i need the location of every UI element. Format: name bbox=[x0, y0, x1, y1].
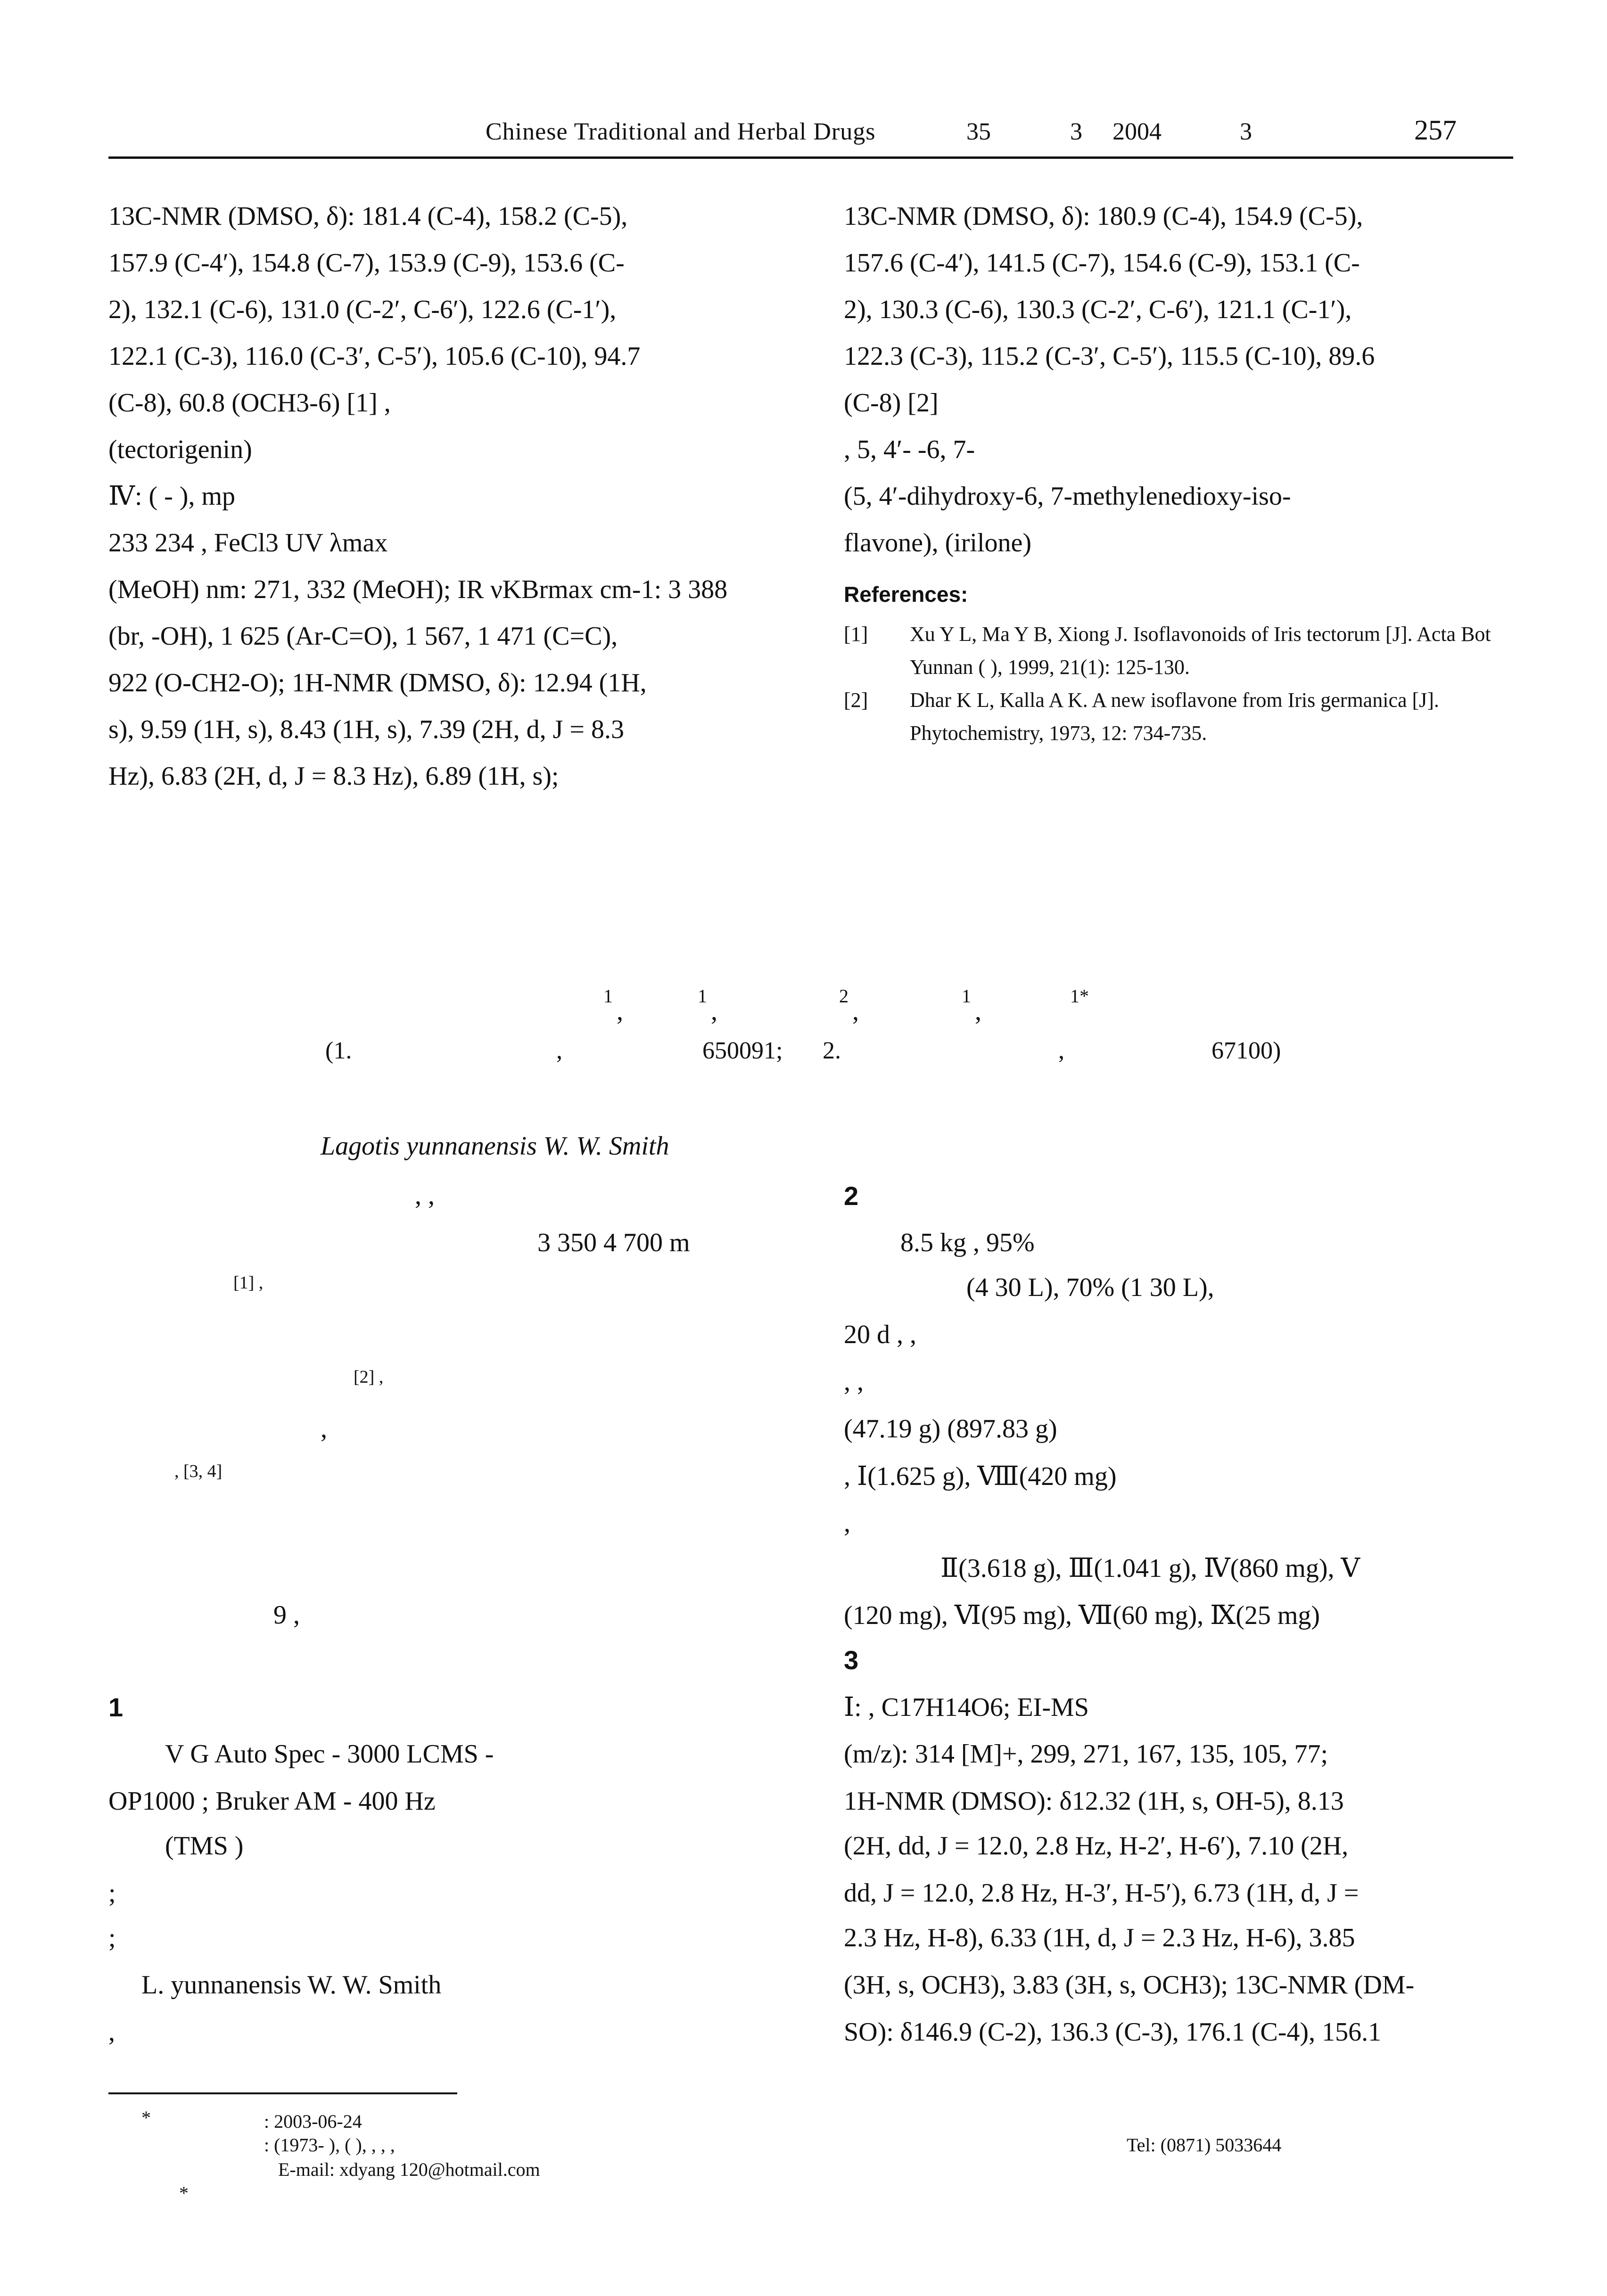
text-line: , bbox=[844, 1509, 850, 1538]
text-line: 157.6 (C-4′), 141.5 (C-7), 154.6 (C-9), 153.1 (C- bbox=[844, 248, 1360, 278]
text-line: (3H, s, OCH3), 3.83 (3H, s, OCH3); 13C-NMR (DM- bbox=[844, 1970, 1415, 2000]
reference-text: Xu Y L, Ma Y B, Xiong J. Isoflavonoids of Iris tectorum [J]. Acta Bot Yunnan ( ), 1999, 21(1): 125-130. bbox=[910, 623, 1491, 679]
text-line: Ⅳ: ( - ), mp bbox=[108, 482, 236, 511]
text-line: (m/z): 314 [M]+, 299, 271, 167, 135, 105, 77; bbox=[844, 1739, 1328, 1769]
author-mark: 1 bbox=[603, 985, 613, 1007]
corresponding-mark: * bbox=[179, 2182, 189, 2204]
text-line: 20 d , , bbox=[844, 1320, 916, 1349]
text-line: (C-8) [2] bbox=[844, 388, 939, 418]
text-line: Ⅰ: , C17H14O6; EI-MS bbox=[844, 1693, 1089, 1722]
text-line: (47.19 g) (897.83 g) bbox=[844, 1414, 1057, 1443]
text-line: s), 9.59 (1H, s), 8.43 (1H, s), 7.39 (2H, d, J = 8.3 bbox=[108, 715, 624, 744]
text-line: 1H-NMR (DMSO): δ12.32 (1H, s, OH-5), 8.13 bbox=[844, 1787, 1344, 1816]
text-line: 157.9 (C-4′), 154.8 (C-7), 153.9 (C-9), 153.6 (C- bbox=[108, 248, 625, 278]
text-line: 13C-NMR (DMSO, δ): 181.4 (C-4), 158.2 (C-5), bbox=[108, 202, 628, 231]
text-line: 3 350 4 700 m bbox=[537, 1228, 690, 1257]
author-sep: , bbox=[617, 997, 623, 1026]
species-name: Lagotis yunnanensis W. W. Smith bbox=[321, 1132, 669, 1161]
section-number: 2 bbox=[844, 1181, 859, 1211]
text-line: (2H, dd, J = 12.0, 2.8 Hz, H-2′, H-6′), 7.10 (2H, bbox=[844, 1831, 1349, 1861]
text-line: 9 , bbox=[273, 1600, 300, 1630]
text-line: ; bbox=[108, 1878, 116, 1908]
text-line: Ⅱ(3.618 g), Ⅲ(1.041 g), Ⅳ(860 mg), Ⅴ bbox=[940, 1554, 1360, 1583]
author-sep: , bbox=[852, 997, 859, 1026]
page-number: 257 bbox=[1414, 115, 1457, 146]
section-number: 1 bbox=[108, 1692, 124, 1722]
text-line: 122.3 (C-3), 115.2 (C-3′, C-5′), 115.5 (C-10), 89.6 bbox=[844, 342, 1375, 371]
author-sep: , bbox=[711, 997, 717, 1026]
text-line: (C-8), 60.8 (OCH3-6) [1] , bbox=[108, 388, 391, 418]
text-line: , 5, 4′- -6, 7- bbox=[844, 435, 975, 464]
email: E-mail: xdyang 120@hotmail.com bbox=[278, 2159, 540, 2180]
received-date: : 2003-06-24 bbox=[264, 2111, 362, 2132]
author-info: : (1973- ), ( ), , , , bbox=[264, 2134, 395, 2156]
text-line: 8.5 kg , 95% bbox=[900, 1228, 1035, 1257]
text-line: L. yunnanensis W. W. Smith bbox=[141, 1970, 442, 2000]
reference-item bbox=[844, 684, 1513, 750]
issue: 3 bbox=[1070, 118, 1082, 145]
author-mark: 1 bbox=[698, 985, 707, 1007]
text-line: , , bbox=[415, 1181, 435, 1210]
reference-text: Dhar K L, Kalla A K. A new isoflavone from Iris germanica [J]. Phytochemistry, 1973, 12: 734-735. bbox=[910, 689, 1439, 745]
text-line: (TMS ) bbox=[165, 1831, 244, 1861]
footnote-rule bbox=[108, 2092, 457, 2094]
upper-left-column bbox=[108, 193, 778, 800]
volume: 35 bbox=[966, 118, 991, 145]
text-line: 13C-NMR (DMSO, δ): 180.9 (C-4), 154.9 (C-5), bbox=[844, 202, 1363, 231]
text-line: (5, 4′-dihydroxy-6, 7-methylenedioxy-iso- bbox=[844, 482, 1291, 511]
affiliation-part: (1. bbox=[325, 1037, 352, 1064]
text-line: [2] , bbox=[354, 1367, 384, 1387]
text-line: , Ⅰ(1.625 g), Ⅷ(420 mg) bbox=[844, 1462, 1117, 1491]
year: 2004 bbox=[1113, 118, 1162, 145]
text-line: (MeOH) nm: 271, 332 (MeOH); IR νKBrmax cm-1: 3 388 bbox=[108, 575, 728, 604]
text-line: [1] , bbox=[233, 1273, 264, 1293]
text-line: SO): δ146.9 (C-2), 136.3 (C-3), 176.1 (C-4), 156.1 bbox=[844, 2017, 1382, 2047]
author-mark: 1 bbox=[962, 985, 971, 1007]
text-line: , bbox=[108, 2017, 115, 2047]
text-line: , bbox=[321, 1414, 327, 1443]
text-line: dd, J = 12.0, 2.8 Hz, H-3′, H-5′), 6.73 (1H, d, J = bbox=[844, 1878, 1359, 1908]
text-line: (tectorigenin) bbox=[108, 435, 252, 464]
text-line: 2), 130.3 (C-6), 130.3 (C-2′, C-6′), 121.1 (C-1′), bbox=[844, 295, 1352, 324]
upper-right-column bbox=[844, 193, 1513, 750]
reference-item bbox=[844, 618, 1513, 684]
text-line: OP1000 ; Bruker AM - 400 Hz bbox=[108, 1787, 436, 1816]
text-line: 122.1 (C-3), 116.0 (C-3′, C-5′), 105.6 (C-10), 94.7 bbox=[108, 342, 641, 371]
header-rule bbox=[108, 156, 1513, 159]
text-line: (4 30 L), 70% (1 30 L), bbox=[966, 1273, 1214, 1302]
text-line: (br, -OH), 1 625 (Ar-C=O), 1 567, 1 471 (C=C), bbox=[108, 622, 618, 651]
text-line: , , bbox=[844, 1367, 864, 1396]
text-line: flavone), (irilone) bbox=[844, 528, 1032, 558]
affiliation-part: 650091; bbox=[702, 1037, 783, 1064]
running-header bbox=[108, 115, 1513, 156]
author-mark: 2 bbox=[839, 985, 849, 1007]
reference-number: [2] bbox=[844, 689, 868, 712]
footnote-mark: * bbox=[141, 2107, 151, 2128]
text-line: , [3, 4] bbox=[174, 1461, 223, 1481]
affiliation-part: 2. bbox=[823, 1037, 841, 1064]
affiliation-part: 67100) bbox=[1211, 1037, 1281, 1064]
telephone: Tel: (0871) 5033644 bbox=[1127, 2134, 1282, 2156]
text-line: (120 mg), Ⅵ(95 mg), Ⅶ(60 mg), Ⅸ(25 mg) bbox=[844, 1601, 1320, 1630]
references-heading: References: bbox=[844, 582, 968, 607]
text-line: 233 234 , FeCl3 UV λmax bbox=[108, 528, 388, 558]
author-sep: , bbox=[975, 997, 981, 1026]
month: 3 bbox=[1240, 118, 1252, 145]
text-line: 2), 132.1 (C-6), 131.0 (C-2′, C-6′), 122.6 (C-1′), bbox=[108, 295, 617, 324]
affiliation-part: , bbox=[1058, 1037, 1064, 1064]
text-line: Hz), 6.83 (2H, d, J = 8.3 Hz), 6.89 (1H, s); bbox=[108, 762, 559, 791]
text-line: 2.3 Hz, H-8), 6.33 (1H, d, J = 2.3 Hz, H-6), 3.85 bbox=[844, 1923, 1355, 1952]
author-mark: 1* bbox=[1070, 985, 1089, 1007]
journal-name: Chinese Traditional and Herbal Drugs bbox=[486, 118, 876, 145]
text-line: ; bbox=[108, 1923, 116, 1952]
affiliation-part: , bbox=[556, 1037, 562, 1064]
text-line: 922 (O-CH2-O); 1H-NMR (DMSO, δ): 12.94 (1H, bbox=[108, 668, 647, 697]
section-number: 3 bbox=[844, 1645, 859, 1675]
reference-number: [1] bbox=[844, 623, 868, 646]
text-line: V G Auto Spec - 3000 LCMS - bbox=[165, 1739, 494, 1769]
